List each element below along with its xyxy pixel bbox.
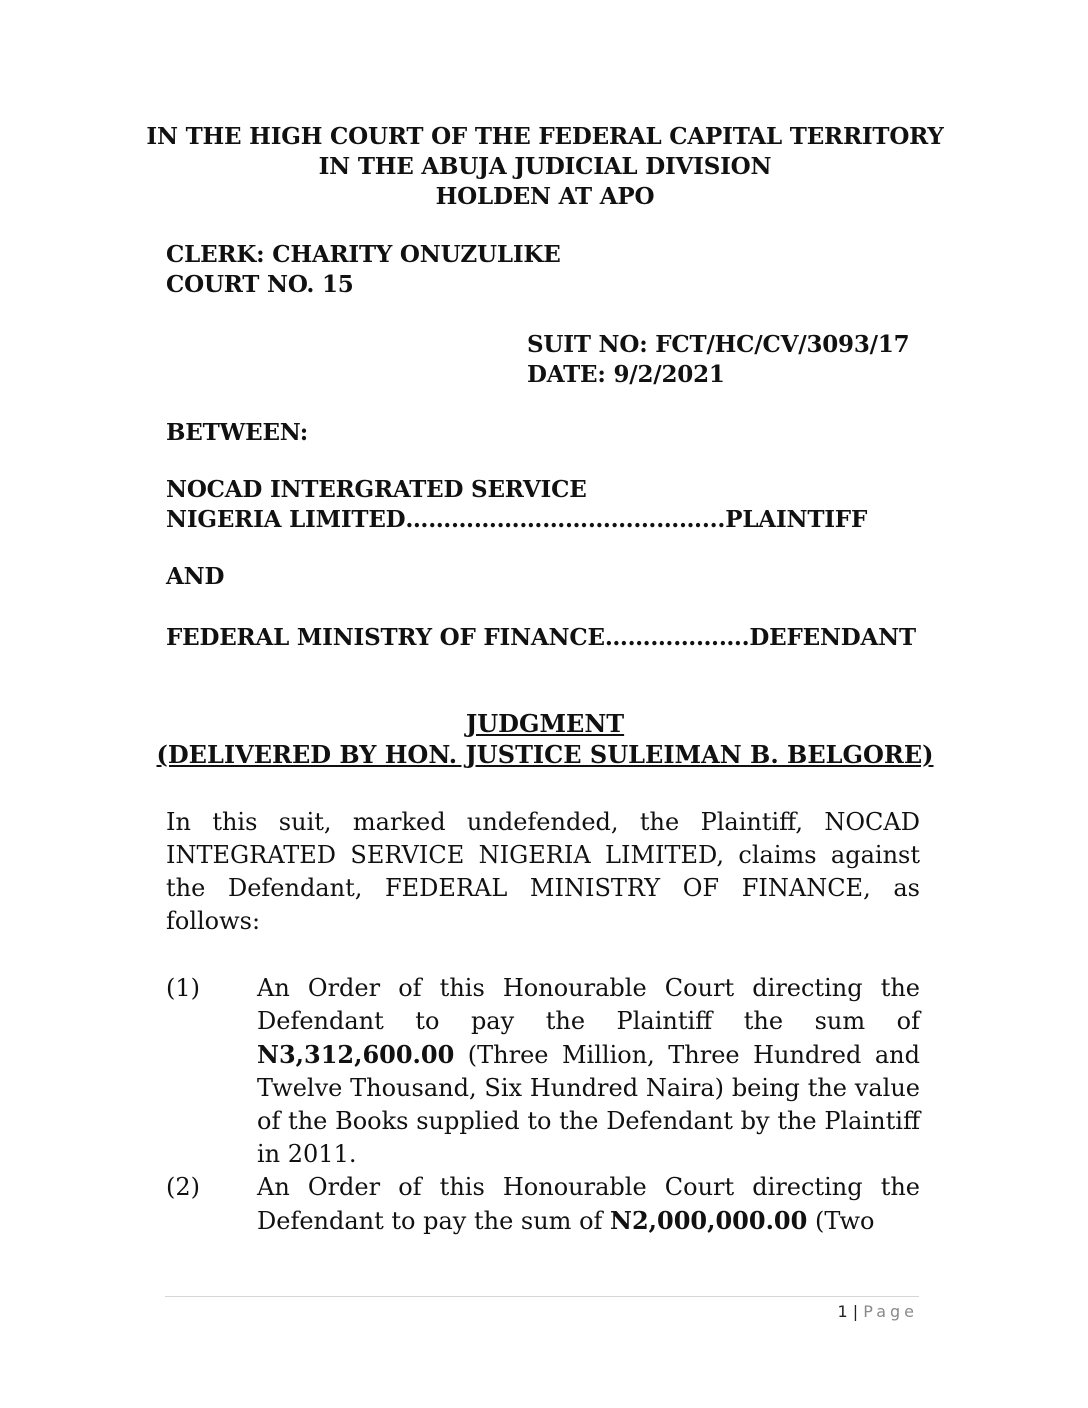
judgment-title — [140, 708, 950, 770]
plaintiff-name-line-1: NOCAD INTERGRATED SERVICE — [166, 476, 587, 503]
claim-number: (2) — [166, 1173, 200, 1201]
claim-text-before: An Order of this Honourable Court directing the Defendant to pay the Plaintiff the sum of — [257, 974, 920, 1035]
plaintiff-block — [166, 475, 867, 535]
footer-divider — [165, 1296, 919, 1297]
claim-text-after: (Two — [807, 1207, 875, 1235]
judgment-subheading: (DELIVERED BY HON. JUSTICE SULEIMAN B. BELGORE) — [156, 740, 934, 769]
claim-amount: N3,312,600.00 — [257, 1040, 455, 1069]
claim-text-before: An Order of this Honourable Court directing the Defendant to pay the sum of — [257, 1173, 920, 1235]
claim-text-after: (Three Million, Three Hundred and Twelve Thousand, Six Hundred Naira) being the value of the Books supplied to the Defendant by the Plaintiff in 2011. — [257, 1041, 920, 1168]
defendant-line: FEDERAL MINISTRY OF FINANCE……………….DEFENDANT — [166, 624, 916, 651]
court-header-line-3: HOLDEN AT APO — [435, 183, 655, 210]
claim-amount: N2,000,000.00 — [610, 1206, 808, 1235]
court-header-line-1: IN THE HIGH COURT OF THE FEDERAL CAPITAL TERRITORY — [146, 123, 944, 150]
clerk-name: CLERK: CHARITY ONUZULIKE — [166, 241, 561, 268]
page-footer — [838, 1302, 919, 1321]
page-word: Page — [863, 1302, 918, 1321]
court-header — [140, 122, 950, 212]
suit-date: DATE: 9/2/2021 — [527, 361, 725, 388]
page-separator: | — [852, 1302, 859, 1321]
claim-number: (1) — [166, 974, 200, 1002]
and-label: AND — [166, 563, 225, 590]
claim-text — [257, 972, 920, 1171]
page-number: 1 — [837, 1302, 848, 1321]
between-label: BETWEEN: — [166, 419, 309, 446]
suit-info — [527, 330, 909, 390]
court-number: COURT NO. 15 — [166, 271, 354, 298]
claim-item-2 — [166, 1171, 920, 1238]
plaintiff-name-line-2: NIGERIA LIMITED…………………………………...PLAINTIFF — [166, 506, 868, 533]
claim-item-1 — [166, 972, 920, 1171]
suit-number: SUIT NO: FCT/HC/CV/3093/17 — [527, 331, 910, 358]
judgment-heading: JUDGMENT — [465, 709, 625, 738]
court-header-line-2: IN THE ABUJA JUDICIAL DIVISION — [318, 153, 772, 180]
claim-text — [257, 1171, 920, 1238]
intro-paragraph: In this suit, marked undefended, the Plaintiff, NOCAD INTEGRATED SERVICE NIGERIA LIMITED, claims against the Defendant, FEDERAL MINISTRY OF FINANCE, as follows: — [166, 808, 920, 935]
court-info — [166, 240, 561, 300]
